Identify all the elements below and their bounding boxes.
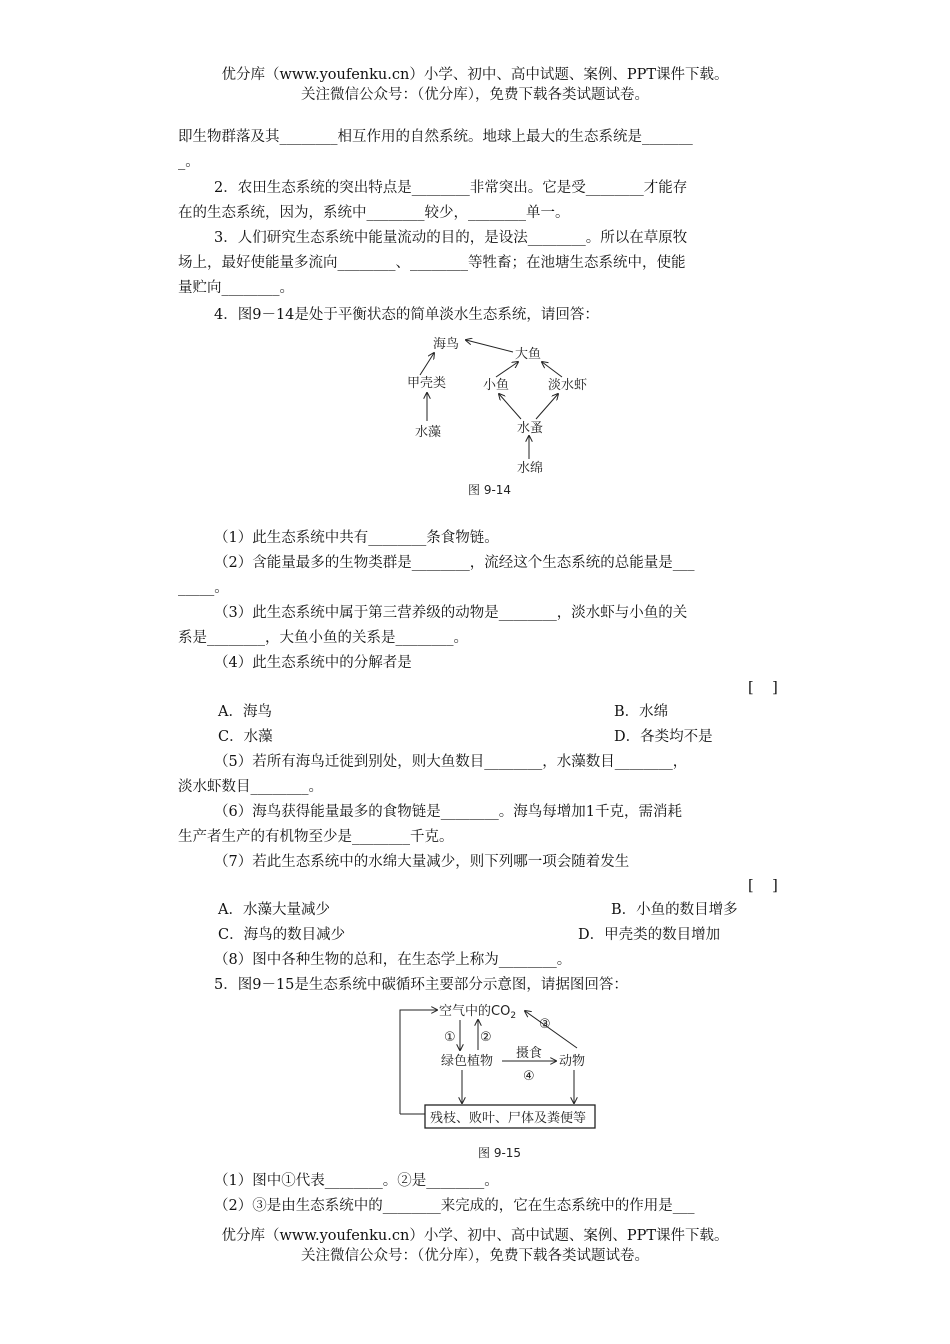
- sub-question-3: （3）此生态系统中属于第三营养级的动物是________，淡水虾与小鱼的关: [214, 605, 688, 621]
- node-jiaqiao: 甲壳类: [407, 376, 447, 391]
- question-4: 4．图9－14是处于平衡状态的简单淡水生态系统，请回答：: [214, 307, 599, 323]
- node-shuizao: 水藻: [415, 425, 442, 440]
- animal-label: 动物: [559, 1054, 586, 1069]
- node-shuimian: 水绵: [517, 461, 544, 476]
- option-b: B．水绵: [614, 704, 669, 720]
- text-line: 淡水虾数目________。: [178, 779, 323, 795]
- footer-line-1: 优分库（www.youfenku.cn）小学、初中、高中试题、案例、PPT课件下载。: [221, 1228, 729, 1244]
- node-danshuixia: 淡水虾: [548, 378, 588, 393]
- text-line: 生产者生产的有机物至少是________千克。: [178, 829, 454, 845]
- question-2: 2．农田生态系统的突出特点是________非常突出。它是受________才能存: [214, 180, 688, 196]
- figure-caption: 图 9-15: [478, 1146, 522, 1160]
- residue-label: 残枝、败叶、尸体及粪便等: [430, 1111, 587, 1126]
- figure-9-14: [390, 328, 590, 504]
- question-3: 3．人们研究生态系统中能量流动的目的，是设法________。所以在草原牧: [214, 230, 688, 246]
- option-c: C．水藻: [218, 729, 273, 745]
- answer-bracket: [ ]: [748, 878, 778, 894]
- sub-question-8: （8）图中各种生物的总和，在生态学上称为________。: [214, 952, 572, 968]
- option-a: A．海鸟: [218, 704, 272, 720]
- text-line: 场上，最好使能量多流向________、________等牲畜；在池塘生态系统中，使能: [178, 255, 686, 271]
- air-co2-label: 空气中的$CO_2$: [439, 1004, 517, 1021]
- node-shuizao2: 水蚤: [517, 421, 544, 436]
- option-d: D．甲壳类的数目增加: [578, 927, 721, 943]
- marker-3: ③: [539, 1017, 551, 1032]
- text-line: _____。: [178, 580, 229, 596]
- text-line: _。: [178, 154, 200, 170]
- sub-question-7: （7）若此生态系统中的水绵大量减少，则下列哪一项会随着发生: [214, 854, 630, 870]
- answer-bracket: [ ]: [748, 680, 778, 696]
- text-line: 在的生态系统，因为，系统中________较少，________单一。: [178, 205, 570, 221]
- option-b: B．小鱼的数目增多: [611, 902, 738, 918]
- option-c: C．海鸟的数目减少: [218, 927, 346, 943]
- text-line: 量贮向________。: [178, 280, 294, 296]
- figure-caption: 图 9-14: [468, 483, 512, 497]
- sub-question-4: （4）此生态系统中的分解者是: [214, 655, 412, 671]
- marker-1: ①: [444, 1030, 456, 1045]
- node-xiaoyu: 小鱼: [483, 378, 510, 393]
- arrow: [420, 353, 434, 375]
- sub-question-6: （6）海鸟获得能量最多的食物链是________。海鸟每增加1千克，需消耗: [214, 804, 682, 820]
- eat-label: 摄食: [516, 1046, 543, 1061]
- arrow: [499, 394, 521, 419]
- arrow: [542, 362, 562, 377]
- figure-9-15: [392, 998, 612, 1168]
- sub-question-2: （2）含能量最多的生物类群是________，流经这个生态系统的总能量是___: [214, 555, 695, 571]
- marker-4: ④: [523, 1069, 535, 1084]
- question-5: 5．图9－15是生态系统中碳循环主要部分示意图，请据图回答：: [214, 977, 628, 993]
- text-line: 即生物群落及其________相互作用的自然系统。地球上最大的生态系统是_______: [178, 129, 693, 145]
- plant-label: 绿色植物: [441, 1054, 494, 1069]
- arrow: [400, 1010, 437, 1114]
- node-dayu: 大鱼: [515, 347, 542, 362]
- sub-question-2: （2）③是由生态系统中的________来完成的，它在生态系统中的作用是___: [214, 1198, 695, 1214]
- marker-2: ②: [480, 1030, 492, 1045]
- node-hainiao: 海鸟: [433, 337, 460, 352]
- arrow: [525, 1011, 577, 1048]
- sub-question-5: （5）若所有海鸟迁徙到别处，则大鱼数目________，水藻数目________，: [214, 754, 688, 770]
- option-d: D．各类均不是: [614, 729, 713, 745]
- arrow: [496, 362, 518, 377]
- text-line: 系是________，大鱼小鱼的关系是________。: [178, 630, 468, 646]
- sub-question-1: （1）图中①代表________。②是________。: [214, 1173, 499, 1189]
- header-line-2: 关注微信公众号：（优分库），免费下载各类试题试卷。: [301, 87, 649, 103]
- footer-line-2: 关注微信公众号：（优分库），免费下载各类试题试卷。: [301, 1248, 649, 1264]
- arrow: [466, 340, 513, 352]
- sub-question-1: （1）此生态系统中共有________条食物链。: [214, 530, 499, 546]
- arrow: [536, 394, 558, 419]
- option-a: A．水藻大量减少: [218, 902, 330, 918]
- header-line-1: 优分库（www.youfenku.cn）小学、初中、高中试题、案例、PPT课件下载。: [221, 67, 729, 83]
